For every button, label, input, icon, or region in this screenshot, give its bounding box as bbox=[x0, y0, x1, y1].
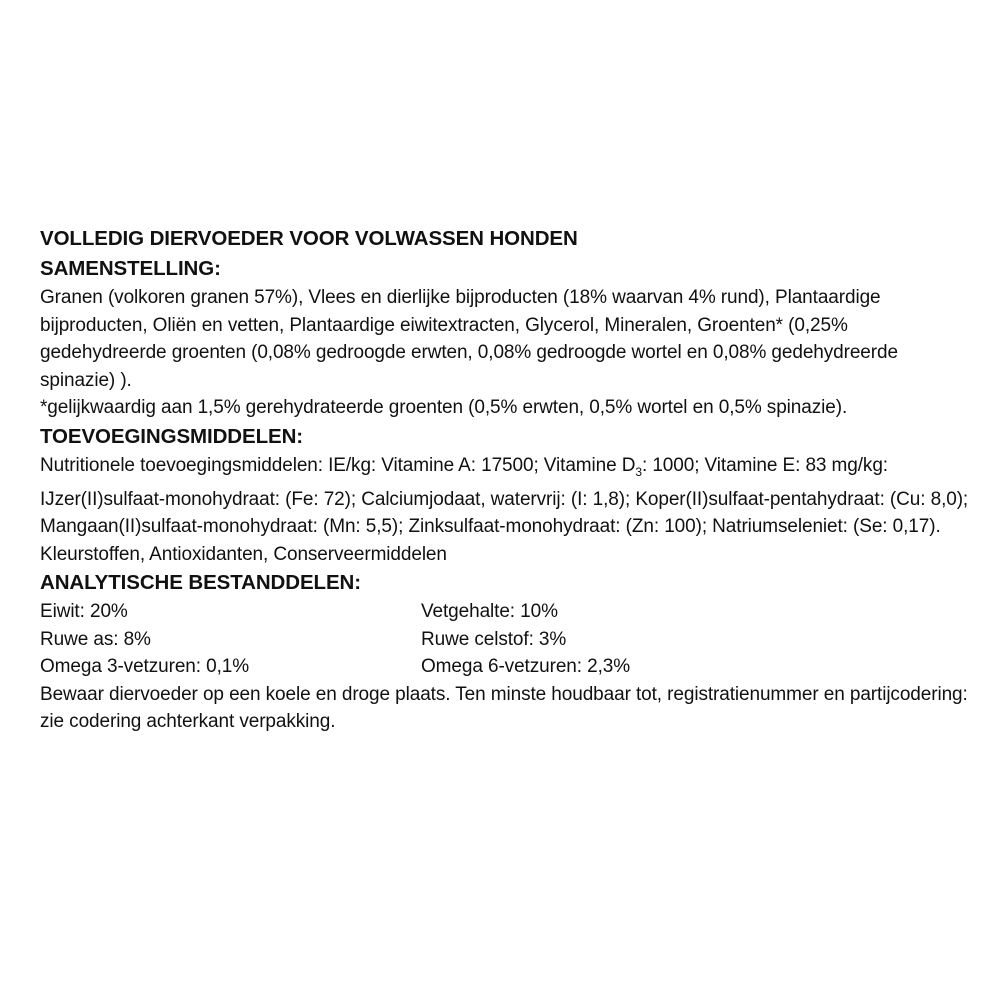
analysis-ash: Ruwe as: 8% bbox=[40, 628, 151, 650]
composition-text: Granen (volkoren granen 57%), Vlees en dierlijke bijproducten (18% waarvan 4% rund), Plantaardige bijproducten, Oliën en vetten, Plantaardige eiwitextracten, Glycerol, Mineralen, Groenten* (0,25% gedehydreerde groenten (0,08% gedroogde erwten, 0,08% gedroogde wortel en 0,08% gedehydreerde spinazie) ). bbox=[40, 287, 898, 391]
composition-heading: SAMENSTELLING: bbox=[40, 257, 221, 280]
analysis-fat: Vetgehalte: 10% bbox=[421, 601, 558, 623]
additives-text-start: Nutritionele toevoegingsmiddelen: IE/kg: Vitamine A: 17500; Vitamine D bbox=[40, 454, 636, 476]
analysis-omega-3: Omega 3-vetzuren: 0,1% bbox=[40, 656, 250, 678]
additives-text-end: : 1000; Vitamine E: 83 mg/kg: IJzer(II)sulfaat-monohydraat: (Fe: 72); Calciumjodaat, watervrij: (I: 1,8); Koper(II)sulfaat-pentahydraat: (Cu: 8,0); Mangaan(II)sulfaat-monohydraat: (Mn: 5,5); Zinksulfaat-monohydraat: (Zn: 100); Natriumseleniet: (Se: 0,17). bbox=[40, 454, 969, 538]
analysis-omega-6: Omega 6-vetzuren: 2,3% bbox=[421, 656, 631, 678]
analysis-fibre: Ruwe celstof: 3% bbox=[421, 628, 567, 650]
storage-instructions: Bewaar diervoeder op een koele en droge plaats. Ten minste houdbaar tot, registratienummer en partijcodering: zie codering achterkant verpakking. bbox=[40, 683, 968, 733]
vitamin-d-subscript: 3 bbox=[635, 464, 642, 479]
analysis-heading: ANALYTISCHE BESTANDDELEN: bbox=[40, 571, 361, 595]
analysis-protein: Eiwit: 20% bbox=[40, 601, 128, 623]
analysis-table bbox=[40, 598, 970, 681]
additives-heading: TOEVOEGINGSMIDDELEN: bbox=[40, 424, 304, 448]
product-label-text bbox=[40, 224, 970, 736]
composition-footnote: *gelijkwaardig aan 1,5% gerehydrateerde groenten (0,5% erwten, 0,5% wortel en 0,5% spinazie). bbox=[40, 397, 848, 418]
additives-other: Kleurstoffen, Antioxidanten, Conserveermiddelen bbox=[40, 543, 447, 565]
additives-text bbox=[40, 452, 970, 541]
product-title: VOLLEDIG DIERVOEDER VOOR VOLWASSEN HONDEN bbox=[40, 227, 578, 250]
